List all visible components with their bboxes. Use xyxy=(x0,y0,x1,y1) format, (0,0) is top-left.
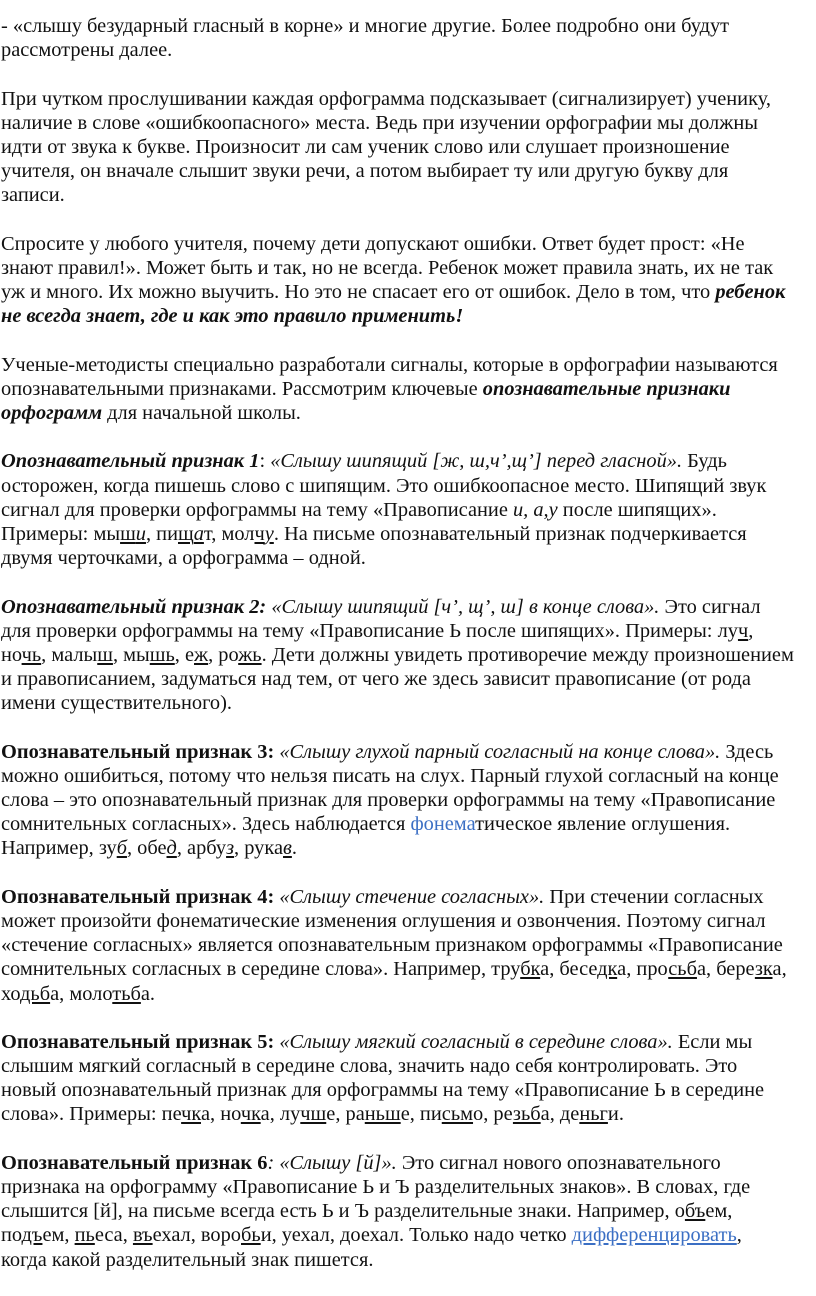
underlined-letter: ж xyxy=(194,643,209,666)
underlined-letter: чк xyxy=(240,1103,261,1126)
text-line xyxy=(1,522,816,546)
underlined-letter: въ xyxy=(132,1224,153,1247)
intro-paragraph xyxy=(1,14,816,62)
section-heading: Опознавательный признак 5: xyxy=(1,1030,275,1053)
text-run: а, лу xyxy=(260,1103,301,1126)
section-quote: «Слышу шипящий [ч’, щ’, ш] в конце слова». xyxy=(266,595,660,618)
text-run: Примеры: мы xyxy=(1,522,121,545)
text-run: . На письме опознавательный признак подчеркивается xyxy=(273,522,747,545)
text-run: слова». Примеры: пе xyxy=(1,1103,182,1126)
text-line xyxy=(1,643,816,667)
underlined-letter: дъ xyxy=(21,1224,43,1247)
text-run: по xyxy=(1,1224,22,1247)
text-run: Например, зу xyxy=(1,837,117,860)
text-run: а, xyxy=(772,958,787,981)
text-line: Спросите у любого учителя, почему дети допускают ошибки. Ответ будет прост: «Не xyxy=(1,232,745,255)
text-run: еса, xyxy=(94,1224,133,1247)
text-line xyxy=(1,836,816,860)
text-run: уж и много. Их можно выучить. Но это не спасает его от ошибок. Дело в том, что xyxy=(1,281,716,304)
underlined-letter: бк xyxy=(520,958,541,981)
text-run: , малы xyxy=(41,643,98,666)
text-run: Это сигнал xyxy=(659,595,761,618)
text-run: , е xyxy=(174,643,195,666)
text-run: т, мол xyxy=(203,522,255,545)
underlined-letter: дьб xyxy=(20,982,51,1005)
text-line: записи. xyxy=(1,184,65,207)
text-line: признака на орфограмму «Правописание Ь и Ъ разделительных знаков». В словах, где xyxy=(1,1176,751,1198)
section-sign-4 xyxy=(1,885,816,1006)
text-line: учителя, он вначале слышит звуки речи, а потом выбирает ту или другую букву для xyxy=(1,160,729,183)
underlined-letter: ч xyxy=(737,619,749,642)
text-run: ем, xyxy=(42,1224,75,1247)
text-run: тическое явление оглушения. xyxy=(475,813,731,836)
text-run: и. xyxy=(607,1103,624,1126)
paragraph-signals xyxy=(1,353,816,426)
underlined-letter: шь xyxy=(149,643,175,666)
text-run: а, бесе xyxy=(540,958,598,981)
underlined-letter: а xyxy=(193,522,204,545)
emphasis-text: ребенок xyxy=(715,281,786,304)
section-sign-5 xyxy=(1,1030,816,1127)
text-line: знают правил!». Может быть и так, но не всегда. Ребенок может правила знать, их не так xyxy=(1,256,774,279)
section-quote: «Слышу шипящий [ж, ш,ч’,щ’] перед гласной». xyxy=(270,450,683,473)
text-line: и правописанием, задуматься над тем, от чего же здесь зависит правописание (от рода xyxy=(1,668,751,691)
text-run: а, но xyxy=(200,1103,241,1126)
text-run: , xyxy=(748,619,754,642)
text-line xyxy=(1,595,816,619)
section-quote: «Слышу глухой парный согласный на конце слова». xyxy=(274,740,721,763)
text-run: для проверки орфограммы на тему «Правописание Ь после шипящих». Примеры: лу xyxy=(1,619,738,642)
text-line: рассмотрены далее. xyxy=(1,39,173,62)
text-line: «стечение согласных» является опознавательным признаком орфограммы «Правописание xyxy=(1,934,783,957)
underlined-letter: сьб xyxy=(668,958,697,981)
text-run: , арбу xyxy=(176,837,227,860)
underlined-letter: з xyxy=(226,837,235,860)
text-line xyxy=(1,740,816,764)
text-run: о, ре xyxy=(473,1103,513,1126)
section-sign-6 xyxy=(1,1151,816,1272)
document-page xyxy=(0,14,816,1296)
text-run: а. xyxy=(140,982,156,1005)
paragraph-listening xyxy=(1,87,816,208)
text-line: двумя черточками, а орфограмма – одной. xyxy=(1,547,366,570)
text-run: е, пи xyxy=(400,1103,442,1126)
section-sign-3 xyxy=(1,740,816,861)
text-run: е, ра xyxy=(326,1103,365,1126)
text-line xyxy=(1,1223,816,1247)
section-heading: Опознавательный признак 2: xyxy=(1,595,267,618)
underlined-letter: у xyxy=(264,522,274,545)
text-run: опознавательными признаками. Рассмотрим ключевые xyxy=(1,377,483,400)
text-run: . xyxy=(291,837,297,860)
text-run: Здесь xyxy=(720,740,774,763)
text-line: При чутком прослушивании каждая орфограмма подсказывает (сигнализирует) ученику, xyxy=(1,87,771,110)
text-line xyxy=(1,1030,816,1054)
text-run: хо xyxy=(1,982,21,1005)
text-line: когда какой разделительный знак пишется. xyxy=(1,1248,374,1271)
underlined-letter: и xyxy=(135,522,146,545)
text-run: сигнал для проверки орфограммы на тему «Правописание xyxy=(1,498,513,521)
text-line xyxy=(1,619,816,643)
emphasis-text: опознавательные признаки xyxy=(482,377,731,400)
text-run: слышится [й], на письме всегда есть Ь и Ъ разделительные знаки. Например, о xyxy=(1,1200,685,1223)
section-heading: Опознавательный признак 6 xyxy=(1,1151,268,1174)
text-run: Если мы xyxy=(672,1030,753,1053)
underlined-letter: чь xyxy=(21,643,42,666)
text-line: идти от звука к букве. Произносит ли сам ученик слово или слушает произношение xyxy=(1,135,730,158)
text-run: Это сигнал нового опознавательного xyxy=(396,1151,721,1174)
underlined-letter: дк xyxy=(597,958,618,981)
underlined-letter: бь xyxy=(241,1224,261,1247)
underlined-letter: зк xyxy=(754,958,773,981)
text-line: новый опознавательный признак для орфограммы на тему «Правописание Ь в середине xyxy=(1,1079,765,1102)
text-run: сомнительных согласных в середине слова». Например, тру xyxy=(1,958,521,981)
underlined-letter: ньш xyxy=(364,1103,401,1126)
text-line xyxy=(1,280,816,304)
underlined-letter: ньг xyxy=(579,1103,608,1126)
section-quote: «Слышу стечение согласных». xyxy=(274,885,545,908)
underlined-letter: сьм xyxy=(441,1103,474,1126)
text-run: , ро xyxy=(208,643,239,666)
text-line xyxy=(1,812,816,836)
text-line xyxy=(1,957,816,981)
text-run: а, моло xyxy=(50,982,113,1005)
text-run: . Дети должны увидеть противоречие между произношением xyxy=(261,643,794,666)
text-line: осторожен, когда пишешь слово с шипящим. Это ошибкоопасное место. Шипящий звук xyxy=(1,474,767,497)
italic-text: и, а,у xyxy=(512,498,558,521)
text-line: наличие в слове «ошибкоопасного» места. Ведь при изучении орфографии мы должны xyxy=(1,111,758,134)
underlined-letter: щ xyxy=(178,522,194,545)
text-run: сомнительных согласных». Здесь наблюдается xyxy=(1,813,411,836)
emphasis-text: орфограмм xyxy=(1,402,103,424)
text-line xyxy=(1,982,816,1006)
underlined-letter: тьб xyxy=(112,982,141,1005)
section-heading: Опознавательный признак 4: xyxy=(1,885,275,908)
text-line: слова – это опознавательный признак для проверки орфограммы на тему «Правописание xyxy=(1,789,776,811)
text-run: а, де xyxy=(540,1103,580,1126)
text-line: имени существительного). xyxy=(1,692,233,715)
text-run: после шипящих». xyxy=(557,498,717,521)
section-heading: Опознавательный признак 3: xyxy=(1,740,275,763)
text-line: Ученые-методисты специально разработали сигналы, которые в орфографии называются xyxy=(1,353,778,376)
text-run: , обе xyxy=(126,837,167,860)
underlined-letter: бъ xyxy=(684,1200,706,1223)
underlined-letter: чк xyxy=(181,1103,201,1126)
text-line xyxy=(1,377,816,401)
text-line: может произойти фонематические изменения оглушения и озвончения. Поэтому сигнал xyxy=(1,909,766,932)
text-run: При стечении согласных xyxy=(544,885,764,908)
underlined-letter: зьб xyxy=(512,1103,541,1126)
text-line xyxy=(1,885,816,909)
underlined-letter: ч xyxy=(254,522,265,545)
text-run: Будь xyxy=(682,450,727,473)
text-run: , мы xyxy=(112,643,150,666)
text-line xyxy=(1,1151,816,1175)
text-run: для начальной школы. xyxy=(102,402,301,424)
section-quote: «Слышу мягкий согласный в середине слова». xyxy=(274,1030,673,1053)
underlined-letter: пь xyxy=(74,1224,95,1247)
text-run: : xyxy=(259,450,271,473)
text-run: , пи xyxy=(145,522,178,545)
underlined-letter: б xyxy=(116,837,127,860)
section-sign-2 xyxy=(1,595,816,716)
text-run: но xyxy=(1,643,22,666)
section-quote: : «Слышу [й]». xyxy=(267,1151,397,1174)
underlined-letter: жь xyxy=(238,643,262,666)
text-run: , рука xyxy=(234,837,284,860)
text-run: ехал, воро xyxy=(152,1224,241,1247)
underlined-letter: ш xyxy=(97,643,113,666)
text-run: а, бере xyxy=(696,958,755,981)
section-heading: Опознавательный признак 1 xyxy=(1,450,260,473)
text-line: можно ошибиться, потому что нельзя писать на слух. Парный глухой согласный на конце xyxy=(1,764,779,787)
underlined-letter: ш xyxy=(120,522,136,545)
text-line xyxy=(1,449,816,473)
text-run: , xyxy=(736,1224,742,1247)
section-sign-1 xyxy=(1,449,816,570)
differentiate-link[interactable]: дифференцировать xyxy=(571,1224,737,1247)
text-line xyxy=(1,1199,816,1223)
text-run: а, про xyxy=(617,958,669,981)
phoneme-link[interactable]: фонема xyxy=(410,813,476,836)
text-line: слышим мягкий согласный в середине слова, значить надо себя контролировать. Это xyxy=(1,1055,738,1078)
paragraph-errors xyxy=(1,232,816,329)
underlined-letter: в xyxy=(283,837,292,860)
text-run: ем, xyxy=(705,1200,733,1223)
emphasis-text: не всегда знает, где и как это правило применить! xyxy=(1,305,464,328)
text-line xyxy=(1,401,816,425)
text-line xyxy=(1,498,816,522)
underlined-letter: чш xyxy=(300,1103,327,1126)
text-run: и, уехал, доехал. Только надо четко xyxy=(260,1224,572,1247)
text-line xyxy=(1,1102,816,1126)
underlined-letter: д xyxy=(166,837,177,860)
text-line: - «слышу безударный гласный в корне» и многие другие. Более подробно они будут xyxy=(1,15,730,37)
